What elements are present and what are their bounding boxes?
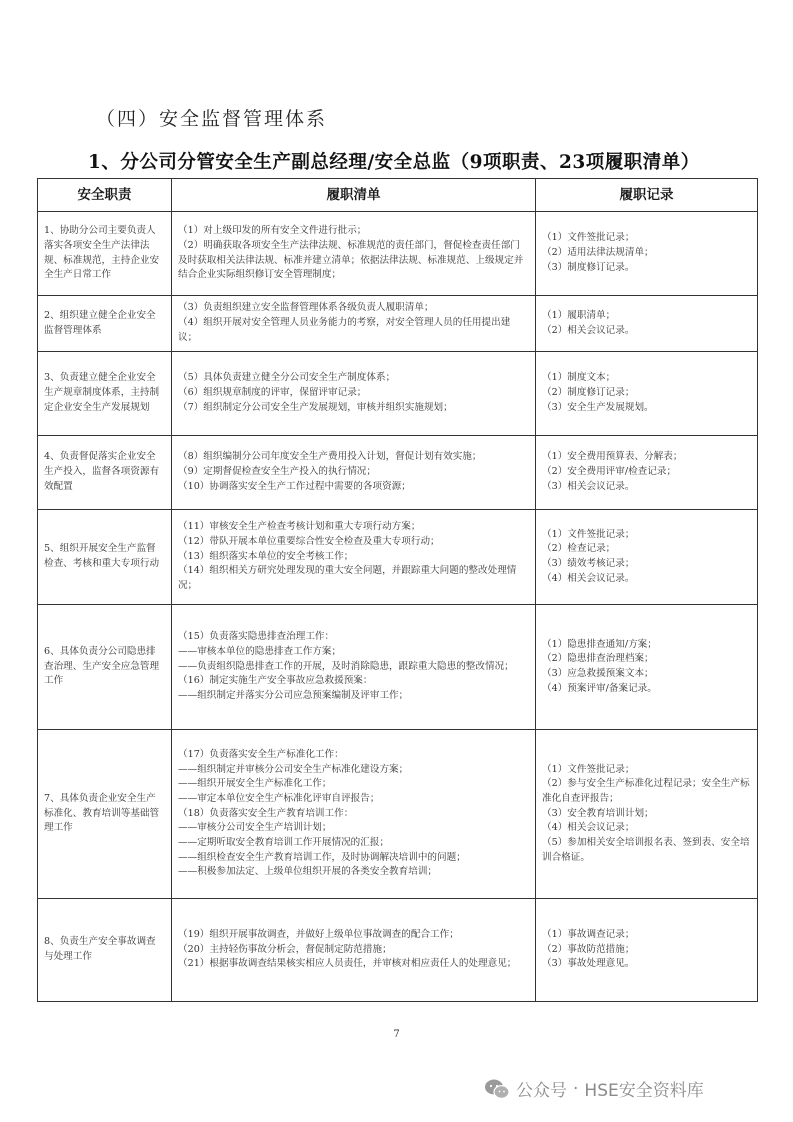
checklist-item: ——负责组织隐患排查工作的开展，及时消除隐患，跟踪重大隐患的整改情况； <box>178 660 514 672</box>
table-row <box>38 730 758 899</box>
checklist-cell <box>172 730 536 899</box>
record-item: （3）相关会议记录。 <box>542 480 635 492</box>
checklist-item: ——组织制定并落实分公司应急预案编制及评审工作； <box>178 690 409 702</box>
checklist-item: ——审核分公司安全生产培训计划； <box>178 822 332 834</box>
checklist-item: （15）负责落实隐患排查治理工作： <box>178 631 335 643</box>
checklist-item: （20）主持轻伤事故分析会，督促制定防范措施； <box>178 943 392 955</box>
record-item: （3）制度修订记录。 <box>542 261 635 273</box>
duty-cell: 4、负责督促落实企业安全生产投入，监督各项资源有效配置 <box>38 436 172 510</box>
record-item: （2）制度修订记录； <box>542 387 635 399</box>
record-item: （1）事故调查记录； <box>542 928 635 940</box>
header-duty: 安全职责 <box>38 179 172 212</box>
record-item: （3）绩效考核记录； <box>542 558 635 569</box>
duty-cell: 3、负责建立健全企业安全生产规章制度体系，主持制定企业安全生产发展规划 <box>38 352 172 436</box>
table-row <box>38 605 758 730</box>
record-item: （1）文件签批记录； <box>542 528 635 540</box>
records-cell <box>536 510 758 605</box>
checklist-item: （10）协调落实安全生产工作过程中需要的各项资源； <box>178 480 411 492</box>
table-row <box>38 436 758 510</box>
record-item: （1）文件签批记录； <box>542 232 635 244</box>
records-cell <box>536 605 758 730</box>
record-item: （2）隐患排查治理档案； <box>542 653 654 665</box>
checklist-item: （7）组织制定分公司安全生产发展规划，审核并组织实施规划； <box>178 401 453 413</box>
table-row <box>38 296 758 352</box>
checklist-item: ——审核本单位的隐患排查工作方案； <box>178 645 342 657</box>
checklist-item: ——组织制定并审核分公司安全生产标准化建设方案； <box>178 763 409 775</box>
checklist-cell <box>172 352 536 436</box>
record-item: （1）制度文本； <box>542 372 616 384</box>
checklist-item: （14）组织相关方研究处理发现的重大安全问题，并跟踪重大问题的整改处理情况； <box>178 565 517 592</box>
checklist-item: （11）审核安全生产检查考核计划和重大专项行动方案； <box>178 521 421 533</box>
record-item: （1）履职清单； <box>542 309 616 321</box>
record-item: （1）文件签批记录； <box>542 763 635 775</box>
record-item: （2）适用法律法规清单； <box>542 247 654 259</box>
checklist-item: （5）具体负责建立健全分公司安全生产制度体系； <box>178 372 396 384</box>
section-heading: （四）安全监督管理体系 <box>96 108 328 130</box>
record-item: （2）参与安全生产标准化过程记录；安全生产标准化自查评报告； <box>542 778 750 804</box>
record-item: （4）相关会议记录。 <box>542 572 635 584</box>
watermark <box>484 1076 704 1101</box>
table-row <box>38 212 758 296</box>
checklist-item: （19）组织开展事故调查，并做好上级单位事故调查的配合工作； <box>178 928 459 940</box>
watermark-prefix: 公众号 <box>516 1081 567 1101</box>
checklist-item: （6）组织规章制度的评审，保留评审记录； <box>178 387 367 399</box>
page-number: 7 <box>393 1029 400 1040</box>
checklist-item: （8）组织编制分公司年度安全生产费用投入计划，督促计划有效实施； <box>178 451 482 463</box>
duty-cell: 1、协助分公司主要负责人落实各项安全生产法律法规、标准规范，主持企业安全生产日常工作 <box>38 212 172 296</box>
checklist-item: ——定期听取安全教育培训工作开展情况的汇报； <box>178 837 390 849</box>
checklist-item: （18）负责落实安全生产教育培训工作： <box>178 807 354 819</box>
table-row <box>38 352 758 436</box>
wechat-icon <box>484 1078 510 1100</box>
table-row <box>38 510 758 605</box>
record-item: （3）应急救援预案文本； <box>542 668 654 679</box>
checklist-item: （2）明确获取各项安全生产法律法规、标准规范的责任部门，督促检查责任部门及时获取相关法律法规、标准并建立清单；依据法律法规、标准规范、上级规定并结合企业实际组织修订安全管理制度； <box>178 239 524 281</box>
table-row <box>38 899 758 1002</box>
checklist-item: （9）定期督促检查安全生产投入的执行情况； <box>178 466 376 478</box>
checklist-item: （1）对上级印发的所有安全文件进行批示； <box>178 225 367 237</box>
record-item: （2）检查记录； <box>542 543 616 555</box>
checklist-item: （16）制定实施生产安全事故应急救援预案： <box>178 675 373 687</box>
checklist-item: （4）组织开展对安全管理人员业务能力的考察，对安全管理人员的任用提出建议； <box>178 317 511 343</box>
records-cell <box>536 212 758 296</box>
record-item: （3）事故处理意见。 <box>542 958 635 970</box>
records-cell <box>536 436 758 510</box>
checklist-item: （21）根据事故调查结果核实相应人员责任，并审核对相应责任人的处理意见； <box>178 958 517 970</box>
record-item: （4）预案评审/备案记录。 <box>542 682 657 694</box>
checklist-cell <box>172 436 536 510</box>
checklist-item: ——审定本单位安全生产标准化评审自评报告； <box>178 792 380 804</box>
checklist-item: ——组织检查安全生产教育培训工作，及时协调解决培训中的问题； <box>178 851 466 863</box>
checklist-item: ——组织开展安全生产标准化工作； <box>178 778 332 790</box>
record-item: （3）安全教育培训计划； <box>542 807 654 819</box>
table-header-row <box>38 179 758 212</box>
record-item: （2）事故防范措施； <box>542 943 635 955</box>
checklist-item: （12）带队开展本单位重要综合性安全检查及重大专项行动； <box>178 535 440 547</box>
checklist-cell <box>172 212 536 296</box>
checklist-item: （13）组织落实本单位的安全考核工作； <box>178 550 354 562</box>
document-title: 1、分公司分管安全生产副总经理/安全总监（9项职责、23项履职清单） <box>88 152 700 173</box>
checklist-cell <box>172 510 536 605</box>
record-item: （4）相关会议记录； <box>542 822 635 834</box>
record-item: （2）安全费用评审/检查记录； <box>542 466 677 478</box>
record-item: （2）相关会议记录。 <box>542 324 635 336</box>
checklist-item: （3）负责组织建立安全监督管理体系各级负责人履职清单； <box>178 302 434 314</box>
record-item: （1）安全费用预算表、分解表； <box>542 451 683 463</box>
header-checklist: 履职清单 <box>172 179 536 212</box>
checklist-cell <box>172 605 536 730</box>
header-records: 履职记录 <box>536 179 758 212</box>
records-cell <box>536 899 758 1002</box>
duty-cell: 8、负责生产安全事故调查与处理工作 <box>38 899 172 1002</box>
duty-cell: 6、具体负责分公司隐患排查治理、生产安全应急管理工作 <box>38 605 172 730</box>
record-item: （5）参加相关安全培训报名表、签到表、安全培训合格证。 <box>542 837 750 863</box>
checklist-cell <box>172 296 536 352</box>
record-item: （1）隐患排查通知/方案； <box>542 638 657 650</box>
duty-cell: 2、组织建立健全企业安全监督管理体系 <box>38 296 172 352</box>
checklist-cell <box>172 899 536 1002</box>
duty-table <box>37 178 758 1002</box>
checklist-item: （17）负责落实安全生产标准化工作： <box>178 748 344 760</box>
records-cell <box>536 730 758 899</box>
watermark-separator: · <box>573 1078 579 1099</box>
watermark-name: HSE安全资料库 <box>584 1081 704 1101</box>
duty-cell: 5、组织开展安全生产监督检查、考核和重大专项行动 <box>38 510 172 605</box>
checklist-item: ——积极参加法定、上级单位组织开展的各类安全教育培训； <box>178 866 438 878</box>
record-item: （3）安全生产发展规划。 <box>542 401 654 413</box>
duty-cell: 7、具体负责企业安全生产标准化、教育培训等基础管理工作 <box>38 730 172 899</box>
records-cell <box>536 296 758 352</box>
records-cell <box>536 352 758 436</box>
